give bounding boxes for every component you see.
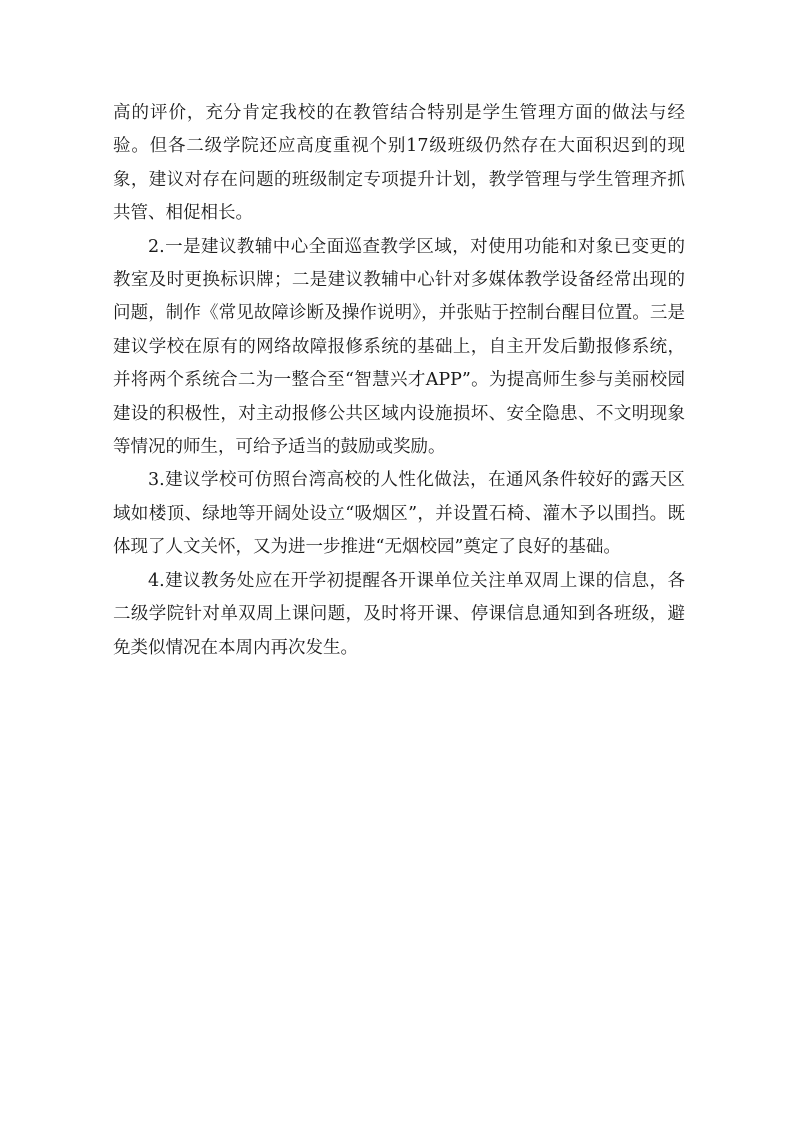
paragraph-continuation: 高的评价，充分肯定我校的在教管结合特别是学生管理方面的做法与经验。但各二级学院还应高度重视个别17级班级仍然存在大面积迟到的现象，建议对存在问题的班级制定专项提升计划，教学管理与学生管理齐抓共管、相促相长。 — [113, 103, 685, 224]
paragraph-item-4: 4.建议教务处应在开学初提醒各开课单位关注单双周上课的信息，各二级学院针对单双周上课问题，及时将开课、停课信息通知到各班级，避免类似情况在本周内再次发生。 — [113, 570, 685, 658]
paragraph-item-3: 3.建议学校可仿照台湾高校的人性化做法，在通风条件较好的露天区域如楼顶、绿地等开阔处设立“吸烟区”，并设置石椅、灌木予以围挡。既体现了人文关怀，又为进一步推进“无烟校园”奠定了良好的基础。 — [113, 470, 685, 558]
paragraph-item-2: 2.一是建议教辅中心全面巡查教学区域，对使用功能和对象已变更的教室及时更换标识牌；二是建议教辅中心针对多媒体教学设备经常出现的问题，制作《常见故障诊断及操作说明》，并张贴于控制台醒目位置。三是建议学校在原有的网络故障报修系统的基础上，自主开发后勤报修系统，并将两个系统合二为一整合至“智慧兴才APP”。为提高师生参与美丽校园建设的积极性，对主动报修公共区域内设施损坏、安全隐患、不文明现象等情况的师生，可给予适当的鼓励或奖励。 — [113, 236, 685, 458]
document-body — [113, 97, 685, 665]
